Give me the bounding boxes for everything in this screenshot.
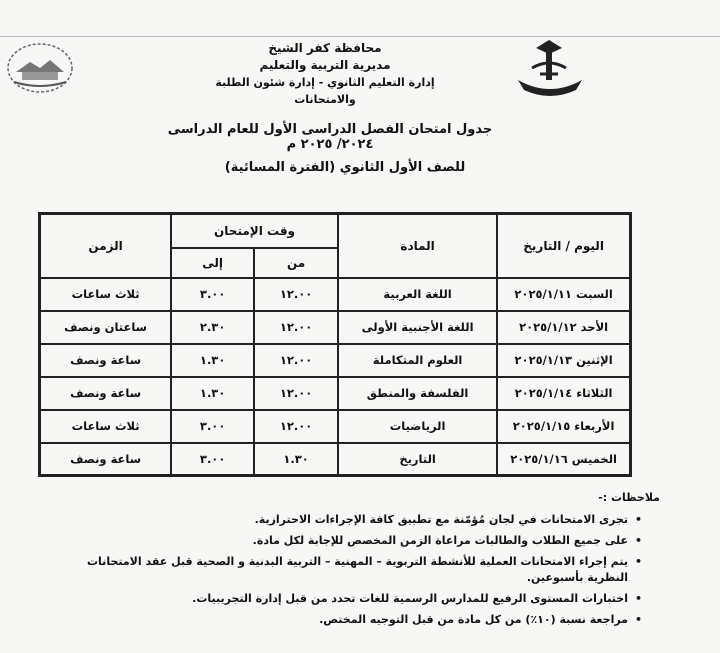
cell-from: ١٢.٠٠ [254, 377, 338, 410]
cell-duration: ساعة ونصف [40, 377, 172, 410]
cell-duration: ثلاث ساعات [40, 278, 172, 311]
header-duration: الزمن [40, 214, 172, 278]
table-row [40, 410, 631, 443]
note-item: • مراجعة نسبة (١٠٪) من كل مادة من قبل التوجيه المختص. [60, 612, 642, 628]
header-to: إلى [171, 248, 254, 278]
ministry-logo-icon [4, 38, 76, 98]
cell-subject: الفلسفة والمنطق [338, 377, 497, 410]
directorate-name: مديرية التربية والتعليم [259, 58, 391, 72]
table-row [40, 377, 631, 410]
cell-subject: الرياضيات [338, 410, 497, 443]
table-row [40, 278, 631, 311]
letterhead [210, 40, 440, 108]
exam-schedule-table [38, 212, 632, 477]
note-item: • يتم إجراء الامتحانات العملية للأنشطة التربوية – المهنية – التربية البدنية و الصحية قبل عقد الامتحانات النظرية بأسبوعين. [60, 554, 642, 586]
cell-from: ١٢.٠٠ [254, 410, 338, 443]
cell-to: ٣.٠٠ [171, 410, 254, 443]
cell-day: السبت ٢٠٢٥/١/١١ [497, 278, 630, 311]
administration-name: إدارة التعليم الثانوي - إدارة شئون الطلبة والامتحانات [215, 76, 435, 106]
cell-to: ٣.٠٠ [171, 278, 254, 311]
cell-duration: ثلاث ساعات [40, 410, 172, 443]
page-title: جدول امتحان الفصل الدراسى الأول للعام الدراسى ٢٠٢٤/ ٢٠٢٥ م [167, 122, 493, 152]
notes-section [60, 490, 660, 633]
cell-to: ٢.٣٠ [171, 311, 254, 344]
cell-from: ١٢.٠٠ [254, 344, 338, 377]
page-subtitle: للصف الأول الثانوي (الفترة المسائية) [224, 160, 466, 175]
table-row [40, 344, 631, 377]
header-from: من [254, 248, 338, 278]
notes-list [60, 512, 660, 628]
header-subject: المادة [338, 214, 497, 278]
cell-from: ١.٣٠ [254, 443, 338, 476]
cell-from: ١٢.٠٠ [254, 311, 338, 344]
cell-from: ١٢.٠٠ [254, 278, 338, 311]
table-row [40, 311, 631, 344]
cell-subject: اللغة العربية [338, 278, 497, 311]
note-item: • اختبارات المستوى الرفيع للمدارس الرسمية للغات تحدد من قبل إدارة التجريبيات. [60, 591, 642, 607]
governorate-logo-icon [510, 40, 590, 105]
note-item: • على جميع الطلاب والطالبات مراعاة الزمن المخصص للإجابة لكل مادة. [60, 533, 642, 549]
cell-duration: ساعة ونصف [40, 443, 172, 476]
cell-duration: ساعتان ونصف [40, 311, 172, 344]
note-item: • تجرى الامتحانات في لجان مُؤمّنة مع تطبيق كافة الإجراءات الاحترازية. [60, 512, 642, 528]
table-row [40, 443, 631, 476]
cell-day: الثلاثاء ٢٠٢٥/١/١٤ [497, 377, 630, 410]
header-exam-time: وقت الإمتحان [171, 214, 338, 248]
cell-day: الخميس ٢٠٢٥/١/١٦ [497, 443, 630, 476]
cell-subject: اللغة الأجنبية الأولى [338, 311, 497, 344]
cell-subject: العلوم المتكاملة [338, 344, 497, 377]
header-day: اليوم / التاريخ [497, 214, 630, 278]
governorate-name: محافظة كفر الشيخ [268, 41, 382, 55]
cell-day: الأربعاء ٢٠٢٥/١/١٥ [497, 410, 630, 443]
top-divider [0, 36, 720, 37]
cell-subject: التاريخ [338, 443, 497, 476]
notes-title: ملاحظات :- [598, 491, 660, 504]
cell-to: ١.٣٠ [171, 377, 254, 410]
cell-day: الأحد ٢٠٢٥/١/١٢ [497, 311, 630, 344]
cell-to: ٣.٠٠ [171, 443, 254, 476]
cell-to: ١.٣٠ [171, 344, 254, 377]
cell-day: الإثنين ٢٠٢٥/١/١٣ [497, 344, 630, 377]
cell-duration: ساعة ونصف [40, 344, 172, 377]
